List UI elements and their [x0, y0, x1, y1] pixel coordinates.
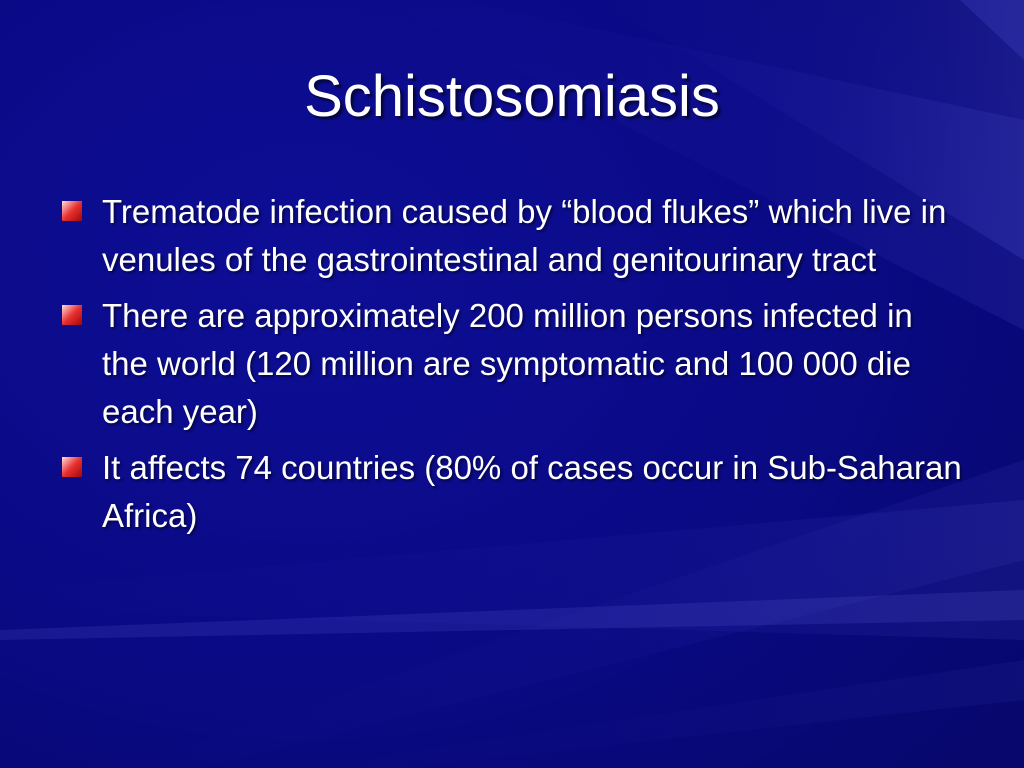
bullet-item: [62, 292, 962, 436]
bullet-item: [62, 188, 962, 284]
bullet-item: [62, 444, 962, 540]
square-bullet-icon: [62, 305, 82, 325]
bullet-list: [62, 188, 962, 548]
square-bullet-icon: [62, 457, 82, 477]
bullet-text: There are approximately 200 million persons infected in the world (120 million are symptomatic and 100 000 die each year): [102, 297, 913, 430]
slide-title: Schistosomiasis: [304, 64, 720, 129]
bullet-text: It affects 74 countries (80% of cases occur in Sub-Saharan Africa): [102, 449, 962, 534]
square-bullet-icon: [62, 201, 82, 221]
bullet-text: Trematode infection caused by “blood flukes” which live in venules of the gastrointestinal and genitourinary tract: [102, 193, 947, 278]
